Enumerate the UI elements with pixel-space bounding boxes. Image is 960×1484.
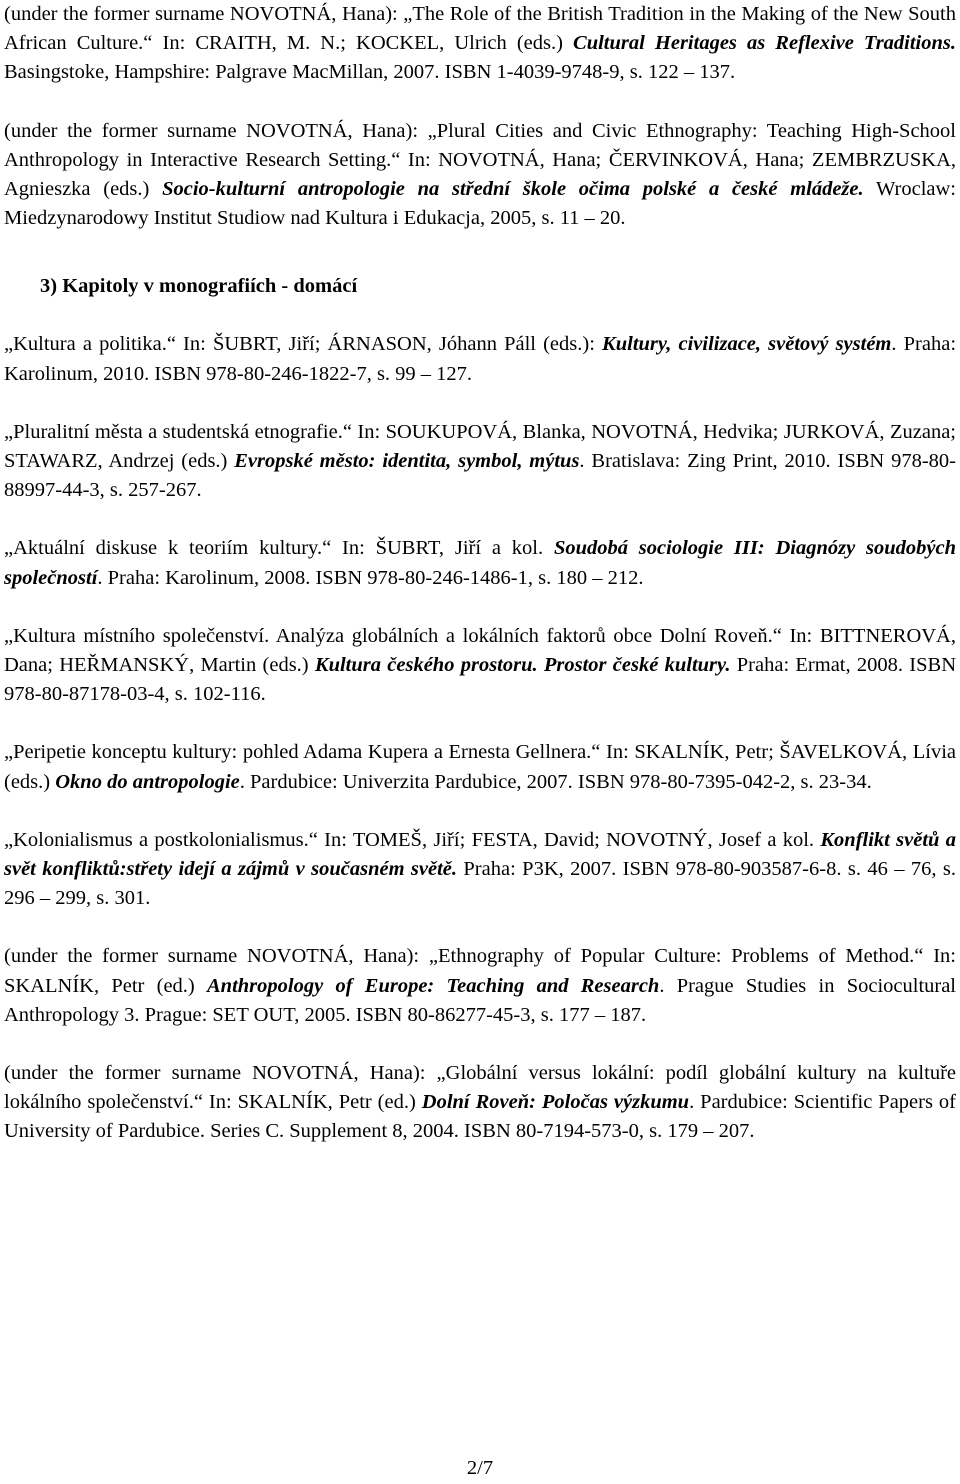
bibliography-entry [4, 330, 956, 388]
entry-text: . Prague Studies in Sociocultural Anthropology 3. Prague: SET OUT, 2005. ISBN 80-86277-45-3, s. 177 – 187. [4, 974, 957, 1026]
entry-text: . Pardubice: Scientific Papers of University of Pardubice. Series C. Supplement 8, 2004. ISBN 80-7194-573-0, s. 179 – 207. [4, 1091, 956, 1143]
work-title: Kultura českého prostoru. Prostor české kultury. [314, 654, 731, 677]
work-title: Anthropology of Europe: Teaching and Research [207, 974, 660, 997]
bibliography-entry [4, 622, 956, 710]
work-title: Socio-kulturní antropologie na střední škole očima polské a české mládeže. [162, 178, 864, 201]
entry-text: „Pluralitní města a studentská etnografie.“ In: SOUKUPOVÁ, Blanka, NOVOTNÁ, Hedvika; JURKOVÁ, Zuzana; STAWARZ, Andrzej (eds.) [4, 420, 956, 473]
entry-text: (under the former surname NOVOTNÁ, Hana): „Ethnography of Popular Culture: Problems of Method.“ In: SKALNÍK, Petr (ed.) [4, 945, 956, 997]
bibliography-entry [4, 738, 956, 796]
work-title: Okno do antropologie [55, 770, 240, 793]
entry-text: Praha: Ermat, 2008. ISBN 978-80-87178-03-4, s. 102-116. [4, 654, 956, 706]
work-title: Soudobá sociologie III: Diagnózy soudobých společností [4, 537, 956, 589]
entry-text: Basingstoke, Hampshire: Palgrave MacMillan, 2007. ISBN 1-4039-9748-9, s. 122 – 137. [4, 61, 736, 84]
work-title: Dolní Roveň: Poločas výzkumu [421, 1091, 690, 1114]
entry-text: „Aktuální diskuse k teoriím kultury.“ In: ŠUBRT, Jiří a kol. [4, 537, 554, 560]
work-title: Kultury, civilizace, světový systém [602, 333, 892, 356]
entry-text: . Pardubice: Univerzita Pardubice, 2007. ISBN 978-80-7395-042-2, s. 23-34. [239, 770, 872, 793]
bibliography-entry [4, 826, 956, 914]
bibliography-entry [4, 1059, 956, 1147]
section-heading: 3) Kapitoly v monografiích - domácí [40, 275, 358, 298]
entry-text: (under the former surname NOVOTNÁ, Hana): „Plural Cities and Civic Ethnography: Teaching High-School Anthropology in Interactive Research Setting.“ In: NOVOTNÁ, Hana; ČERVINKOVÁ, Hana; ZEMBRZUSKA, Agnieszka (eds.) [4, 119, 956, 201]
work-title: Konflikt světů a svět konfliktů:střety idejí a zájmů v současném světě. [4, 828, 956, 881]
entries-bottom [4, 330, 956, 1146]
bibliography-entry [4, 534, 956, 592]
entry-text: „Peripetie konceptu kultury: pohled Adama Kupera a Ernesta Gellnera.“ In: SKALNÍK, Petr; ŠAVELKOVÁ, Lívia (eds.) [4, 741, 956, 793]
entry-text: „Kolonialismus a postkolonialismus.“ In: TOMEŠ, Jiří; FESTA, David; NOVOTNÝ, Josef a kol. [4, 828, 821, 851]
entry-text: „Kultura místního společenství. Analýza globálních a lokálních faktorů obce Dolní Roveň.“ In: BITTNEROVÁ, Dana; HEŘMANSKÝ, Martin (eds.) [4, 624, 956, 677]
work-title: Evropské město: identita, symbol, mýtus [234, 450, 580, 473]
bibliography-entry [4, 942, 956, 1030]
entry-text: . Praha: Karolinum, 2008. ISBN 978-80-246-1486-1, s. 180 – 212. [97, 566, 644, 589]
entry-text: (under the former surname NOVOTNÁ, Hana): „Globální versus lokální: podíl globální kultury na kultuře lokálního společenství.“ In: SKALNÍK, Petr (ed.) [4, 1062, 956, 1114]
entry-text: . Praha: Karolinum, 2010. ISBN 978-80-246-1822-7, s. 99 – 127. [4, 333, 957, 385]
page-number: 2/7 [466, 1457, 494, 1479]
bibliography-entry [4, 418, 956, 506]
entry-text: . Bratislava: Zing Print, 2010. ISBN 978-80-88997-44-3, s. 257-267. [4, 450, 956, 502]
entry-text: Praha: P3K, 2007. ISBN 978-80-903587-6-8. s. 46 – 76, s. 296 – 299, s. 301. [4, 858, 956, 910]
entries-top [4, 0, 956, 233]
entry-text: Wroclaw: Miedzynarodowy Institut Studiow nad Kultura i Edukacja, 2005, s. 11 – 20. [4, 178, 956, 230]
bibliography-entry [4, 0, 956, 88]
entry-text: (under the former surname NOVOTNÁ, Hana): „The Role of the British Tradition in the Making of the New South African Culture.“ In: CRAITH, M. N.; KOCKEL, Ulrich (eds.) [4, 3, 956, 55]
document-page [4, 0, 956, 1176]
bibliography-entry [4, 117, 956, 234]
entry-text: „Kultura a politika.“ In: ŠUBRT, Jiří; ÁRNASON, Jóhann Páll (eds.): [4, 333, 603, 356]
work-title: Cultural Heritages as Reflexive Traditions. [573, 32, 957, 55]
